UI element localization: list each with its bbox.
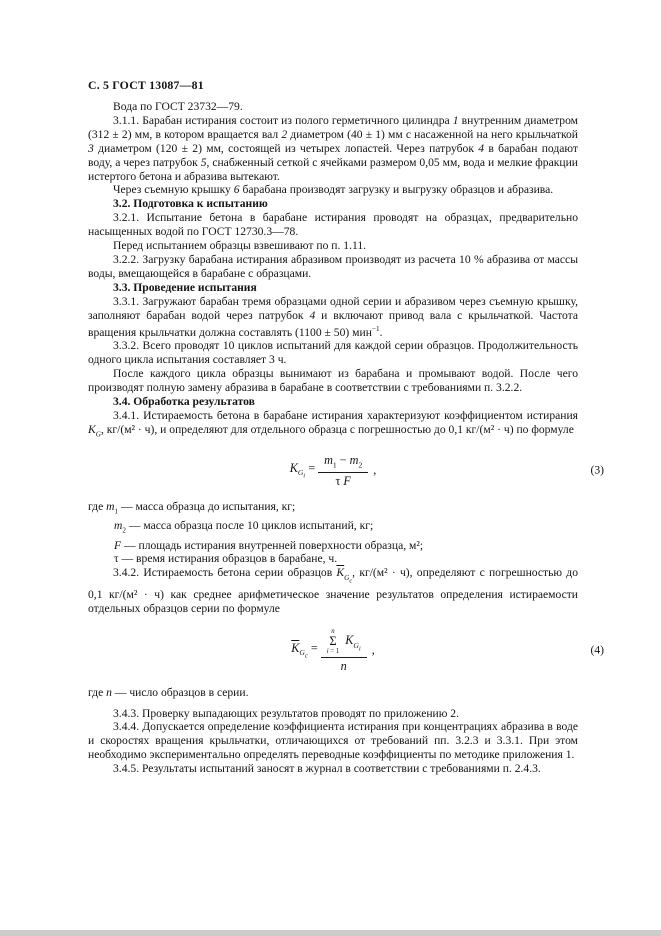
paragraph: $m_2$ — масса образца после 10 циклов испытаний, кг;	[114, 519, 374, 535]
document-body	[88, 100, 604, 776]
formula-number: (3)	[590, 463, 604, 477]
paragraph: τ — время истирания образцов в барабане, ч.	[114, 552, 338, 566]
paragraph: где $m_1$ — масса образца до испытания, кг;	[88, 500, 296, 516]
paragraph: Вода по ГОСТ 23732—79.	[113, 100, 243, 113]
paragraph: Перед испытанием образцы взвешивают по п. 1.11.	[113, 239, 367, 253]
section-heading: 3.3. Проведение испытания	[113, 280, 257, 294]
paragraph: 3.2.1. Испытание бетона в барабане истирания проводят на образцах, предварительно насыщенных водой по ГОСТ 12730.3—78.	[88, 211, 578, 239]
paragraph: 3.4.3. Проверку выпадающих результатов проводят по приложению 2.	[113, 706, 460, 720]
paragraph: 3.4.5. Результаты испытаний заносят в журнал в соответствии с требованиями п. 2.4.3.	[113, 762, 541, 776]
page-content	[88, 78, 604, 776]
paragraph: 3.3.2. Всего проводят 10 циклов испытаний для каждой серии образцов. Продолжительность одного цикла испытания составляет 3 ч.	[88, 339, 578, 367]
section-heading: 3.4. Обработка результатов	[113, 394, 255, 408]
scan-edge-bottom	[0, 930, 661, 936]
paragraph: 3.2.2. Загрузку барабана истирания абразивом производят из расчета 10 % абразива от массы воды, вмещающейся в барабане с образцами.	[88, 252, 578, 280]
formula: $K_{G_i}$ = $\frac{m_1 - m_2}{\text{τ F}}$ , (3)	[289, 452, 604, 488]
paragraph: 3.4.4. Допускается определение коэффициента истирания при концентрациях абразива в воде и скоростях вращения крыльчатки, отличающихся от требований пп. 3.2.3 и 3.3.1. При этом необходимо экспериментально определять переводные коэффициенты по методике приложения 1.	[88, 720, 578, 762]
paragraph: Через съемную крышку 6 барабана производят загрузку и выгрузку образцов и абразива.	[113, 183, 554, 197]
formula: $\overline{K}_{G_c}$ = n Σ i = 1 $K_{G_i}$ n , (4)	[291, 627, 604, 674]
paragraph: F — площадь истирания внутренней поверхности образца, м²;	[114, 538, 424, 552]
paragraph: После каждого цикла образцы вынимают из барабана и промывают водой. После чего производят полную замену абразива в барабане в соответствии с требованиями п. 3.2.2.	[88, 367, 578, 394]
formula-number: (4)	[590, 643, 604, 657]
paragraph: 3.1.1. Барабан истирания состоит из полого герметичного цилиндра 1 внутренним диаметром (312 ± 2) мм, в котором вращается вал 2 диаметром (40 ± 1) мм с насаженной на него крыльчаткой 3 диаметром (120 ± 2) мм, состоящей из четырех лопастей. Через патрубок 4 в барабан подают воду, а через патрубок 5, снабженный сеткой с ячейками размером 0,05 мм, вода и мелкие фракции истертого бетона и абразива вытекают.	[88, 113, 578, 183]
paragraph: 3.4.2. Истираемость бетона серии образцов $\overline{K}_{G_c}$, кг/(м² · ч), определяют с погрешностью до 0,1 кг/(м² · ч) как среднее арифметическое значение результатов определения истираемости отдельных образцов серии по формуле	[88, 566, 578, 615]
paragraph: где n — число образцов в серии.	[88, 685, 249, 699]
page-header: С. 5 ГОСТ 13087—81	[88, 78, 204, 92]
paragraph: 3.3.1. Загружают барабан тремя образцами одной серии и абразивом через съемную крышку, заполняют барабан водой через патрубок 4 и включают привод вала с крыльчаткой. Частота вращения крыльчатки должна составлять (1100 ± 50) мин$^{-1}$.	[88, 294, 578, 339]
paragraph: 3.4.1. Истираемость бетона в барабане истирания характеризуют коэффициентом истирания $K_G$, кг/(м² · ч), и определяют для отдельного образца с погрешностью до 0,1 кг/(м² · ч) по формуле	[88, 408, 578, 439]
section-heading: 3.2. Подготовка к испытанию	[113, 197, 268, 211]
